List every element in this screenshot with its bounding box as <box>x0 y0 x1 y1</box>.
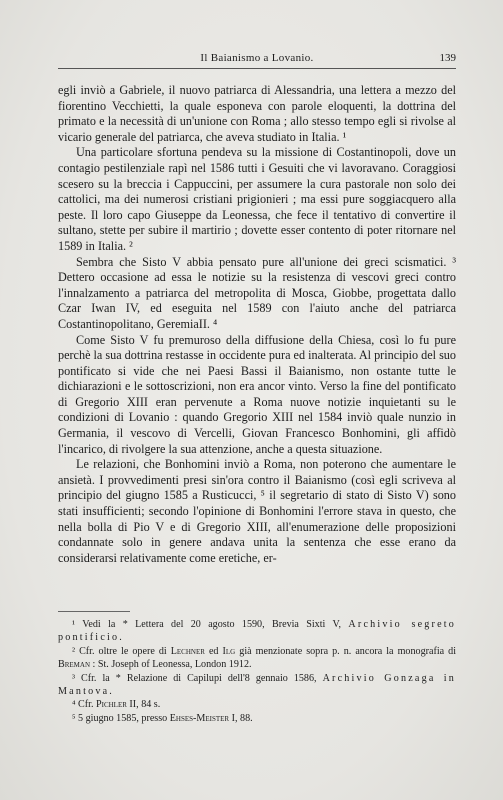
footnote: ⁵ 5 giugno 1585, presso Ehses-Meister I, 88. <box>72 712 253 724</box>
paragraph: Come Sisto V fu premuroso della diffusione della Chiesa, così lo fu pure perchè la sua dottrina restasse in occidente pura ed inalterata. Al principio del suo pontificato si vide che nei Paesi Bassi il Baianismo, non ostante tutte le dichiarazioni e le sottoscrizioni, non era ancor vinto. Verso la fine del pontificato di Gregorio XIII eran pervenute a Roma nuove notizie inquietanti su le condizioni di Lovanio : quando Gregorio XIII nel 1584 inviò quale nunzio in Germania, il vescovo di Vercelli, Giovan Francesco Bonhomini, gli affidò l'incarico, di rivolgere la sua attenzione, anche a questa situazione. <box>58 332 456 456</box>
footnote: ⁴ Cfr. Pichler II, 84 s. <box>72 699 161 711</box>
running-header <box>58 44 456 69</box>
footnote: ² Cfr. oltre le opere di Lechner ed Ilg già menzionate sopra p. n. ancora la monografia di Breman : St. Joseph of Leonessa, London 1912. <box>58 645 456 671</box>
footnotes <box>58 618 456 725</box>
paragraph: egli inviò a Gabriele, il nuovo patriarca di Alessandria, una lettera a mezzo del fiorentino Vecchietti, la quale esponeva con parole eloquenti, la dottrina del primato e la necessità di un'unione con Roma ; allo stesso tempo egli si rivolse al vicario generale del patriarca, che aveva studiato in Italia. ¹ <box>58 83 456 144</box>
footnote: ³ Cfr. la * Relazione di Capilupi dell'8 gennaio 1586, Archivio Gonzaga in Mantova. <box>58 672 456 698</box>
paragraph: Le relazioni, che Bonhomini inviò a Roma, non poterono che aumentare le ansietà. I provvedimenti presi sin'ora contro il Baianismo (così egli scriveva al principio del giugno 1585 a Rusticucci, ⁵ il segretario di stato di Sisto V) sono stati insufficienti; secondo l'opinione di Bonhomini l'errore stava in questo, che nella bolla di Pio V e di Gregorio XIII, all'enumerazione delle proposizioni condannate solo in genere andava unita la sentenza che esse erano da considerarsi relativamente come eretiche, er- <box>58 457 456 565</box>
footnote: ¹ Vedi la * Lettera del 20 agosto 1590, Brevia Sixti V, Archivio segreto pontificio. <box>58 619 456 644</box>
paragraph: Una particolare sfortuna pendeva su la missione di Costantinopoli, dove un contagio pestilenziale rapì nel 1586 tutti i Gesuiti che vi lavoravano. Coraggiosi scesero su la breccia i Cappuccini, per assumere la cura pastorale non solo dei cattolici, ma dei numerosi cristiani prigionieri ; ma essi pure soggiacquero alla peste. Il loro capo Giuseppe da Leonessa, che fece il tentativo di convertire il sultano, stette per subire il martirio ; dovette esser contento di poter ritornare nel 1589 in Italia. ² <box>58 145 456 253</box>
footnote-divider <box>58 611 130 612</box>
main-text <box>58 83 456 566</box>
running-title: Il Baianismo a Lovanio. <box>200 52 314 64</box>
page-number: 139 <box>439 52 456 64</box>
paragraph: Sembra che Sisto V abbia pensato pure all'unione dei greci scismatici. ³ Dettero occasione ad essa le notizie su la resistenza di vescovi greci contro l'innalzamento a patriarca del metropolita di Mosca, Giobbe, progettata dallo Czar Iwan IV, ed eseguita nel 1589 con l'aiuto anche del patriarca Costantinopolitano, GeremiaII. ⁴ <box>58 254 456 331</box>
